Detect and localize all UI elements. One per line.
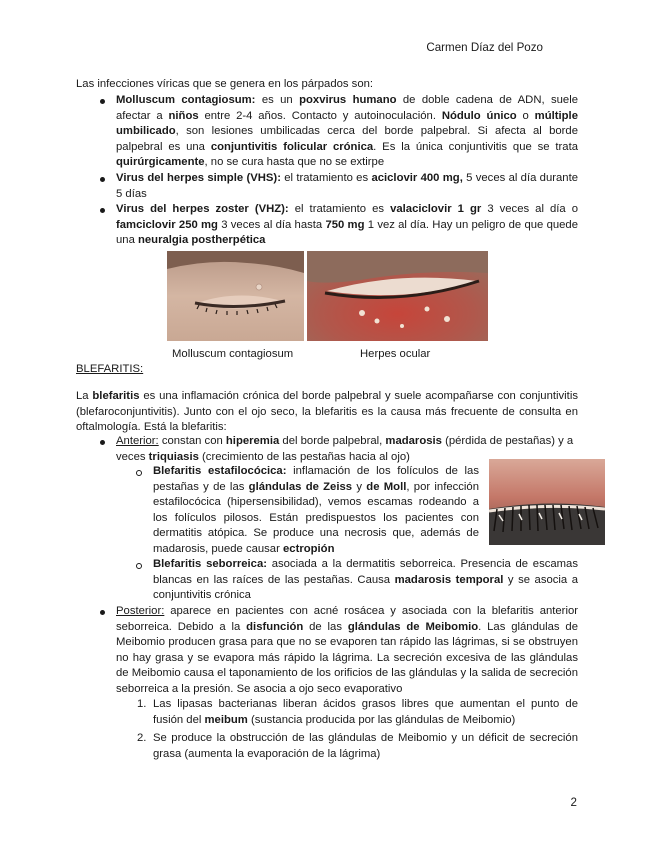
bold-text: quirúrgicamente <box>116 156 205 169</box>
text-run: La <box>76 390 93 402</box>
text-run: constan con <box>158 435 226 447</box>
bold-text: disfunción <box>246 620 304 633</box>
bold-text: Nódulo único <box>441 109 517 122</box>
text-run: el tratamiento es <box>280 172 372 184</box>
text-run: Anterior: <box>116 435 159 447</box>
text-run: Posterior: <box>116 605 165 617</box>
bold-text: de Moll <box>366 480 407 493</box>
text-run: , son lesiones umbilicadas cerca del borde palpebral. Si afecta al borde palpebral es una <box>116 125 578 153</box>
bold-text: glándulas de Meibomio <box>347 620 479 633</box>
list-item-vhz <box>116 202 578 249</box>
text-run: (sustancia producida por las glándulas de Meibomio) <box>247 713 516 726</box>
bullet-circle <box>136 470 142 476</box>
list-item-molluscum <box>116 93 578 171</box>
bold-text: madarosis <box>385 435 442 447</box>
text-run: y <box>352 480 367 493</box>
bold-text: conjuntivitis folicular crónica <box>210 140 374 153</box>
bold-text: Blefaritis estafilocócica: <box>153 465 287 477</box>
text-run: 1 vez al día. Hay un peligro de que quede una <box>116 218 578 247</box>
numbered-item-1 <box>153 697 578 728</box>
text-run: es una inflamación crónica del borde palpebral y suele acompañarse con conjuntivitis (blefaroconjuntivitis). Junto con el ojo seco, la blefaritis es la causa más frecuente de consulta en oftalmología. Está la blefaritis: <box>76 390 578 434</box>
intro-text: Las infecciones víricas que se genera en los párpados son: <box>76 78 374 90</box>
bullet <box>100 208 105 213</box>
text-run: (crecimiento de las pestañas hacia al ojo) <box>198 450 410 463</box>
molluscum-eye-photo <box>167 251 304 341</box>
bold-text: 750 mg <box>325 218 365 231</box>
bullet <box>100 440 105 445</box>
bold-text: Blefaritis seborreica: <box>153 558 267 570</box>
bold-text: glándulas de Zeiss <box>248 480 353 493</box>
text-run: , no se cura hasta que no se extirpe <box>204 156 385 169</box>
bold-text: valaciclovir 1 gr <box>390 203 482 215</box>
text-run: 3 veces al día o <box>481 203 579 215</box>
bullet <box>100 610 105 615</box>
numbered-item-2 <box>153 731 578 762</box>
text-run: y se asocia a conjuntivitis crónica <box>153 573 579 602</box>
page-header-author: Carmen Díaz del Pozo <box>426 41 543 54</box>
bold-text: triquiasis <box>148 450 199 463</box>
text-run: es un <box>255 94 300 106</box>
text-run: Las lipasas bacterianas liberan ácidos grasos libres que aumentan el punto de fusión del <box>153 698 578 726</box>
bold-text: ectropión <box>283 542 335 555</box>
blefaritis-eyelid-photo <box>489 459 605 545</box>
text-run: , por infección estafilocócica (hipersensibilidad), vemos escamas rodeando a los folículos pilosos. Están predispuestos los pacientes con dermatitis atópica. Se produce una necrosis que, además de madarosis, puede causar <box>153 480 479 555</box>
bold-text: poxvirus humano <box>299 94 397 106</box>
list-item-estafilococica <box>153 464 479 558</box>
bold-text: madarosis temporal <box>394 573 504 586</box>
bullet-circle <box>136 563 142 569</box>
list-item-seborreica <box>153 557 578 604</box>
bold-text: múltiple umbilicado <box>116 109 578 138</box>
figure-caption-molluscum: Molluscum contagiosum <box>172 348 294 360</box>
list-number: 1. <box>137 698 147 710</box>
blefaritis-intro <box>76 389 578 436</box>
text-run: . Las glándulas de Meibomio producen grasa para que no se evaporen tan rápido las lágrimas, si se obstruyen no hay grasa y se evapora más rápido la lágrima. La secreción excesiva de las glándulas de Meibomio causa el taponamiento de los orificios de las glándulas y la salida de secreción seborreica a la presión. Se asocia a ojo seco evaporativo <box>116 620 578 695</box>
text-run: 3 veces al día hasta <box>217 218 326 231</box>
list-number: 2. <box>137 732 147 744</box>
bold-text: aciclovir 400 mg, <box>371 172 463 184</box>
text-run: . Es la única conjuntivitis que se trata <box>373 140 578 153</box>
bullet <box>100 177 105 182</box>
text-run: 5 veces al día durante 5 días <box>116 172 578 200</box>
bold-text: famciclovir 250 mg <box>116 218 218 231</box>
text-run: el tratamiento es <box>288 203 391 215</box>
text-run: Se produce la obstrucción de las glándulas de Meibomio y un déficit de secreción grasa (aumenta la evaporación de la lágrima) <box>153 732 578 760</box>
text-run: aparece en pacientes con acné rosácea y asociada con la blefaritis anterior seborreica. Debido a la <box>116 605 578 633</box>
list-item-posterior <box>116 604 578 698</box>
herpes-eye-photo <box>307 251 488 341</box>
text-run: asociada a la dermatitis seborreica. Presencia de escamas blancas en las raíces de las pestañas. Causa <box>153 558 578 586</box>
text-run: inflamación de los folículos de las pestañas y de las <box>153 465 479 493</box>
bold-text: meibum <box>204 713 248 726</box>
bold-text: hiperemia <box>225 435 280 447</box>
text-run: o <box>516 109 535 122</box>
bold-text: neuralgia postherpética <box>138 234 266 247</box>
figure-caption-herpes: Herpes ocular <box>360 348 431 360</box>
text-run: (pérdida de pestañas) y a veces <box>116 435 574 463</box>
text-run: entre 2-4 años. Contacto y autoinoculación. <box>198 109 442 122</box>
bold-text: Virus del herpes simple (VHS): <box>116 172 281 184</box>
bold-text: blefaritis <box>92 390 140 402</box>
text-run: de doble cadena de ADN, suele afectar a <box>116 94 579 122</box>
bold-text: Molluscum contagiosum: <box>116 94 256 106</box>
text-run: de las <box>303 620 348 633</box>
text-run: del borde palpebral, <box>279 435 386 447</box>
page-number: 2 <box>570 796 577 809</box>
bold-text: Virus del herpes zoster (VHZ): <box>116 203 289 215</box>
bold-text: niños <box>168 109 199 122</box>
bullet <box>100 99 105 104</box>
list-item-vhs <box>116 171 578 202</box>
section-heading-blefaritis: BLEFARITIS: <box>76 363 144 375</box>
